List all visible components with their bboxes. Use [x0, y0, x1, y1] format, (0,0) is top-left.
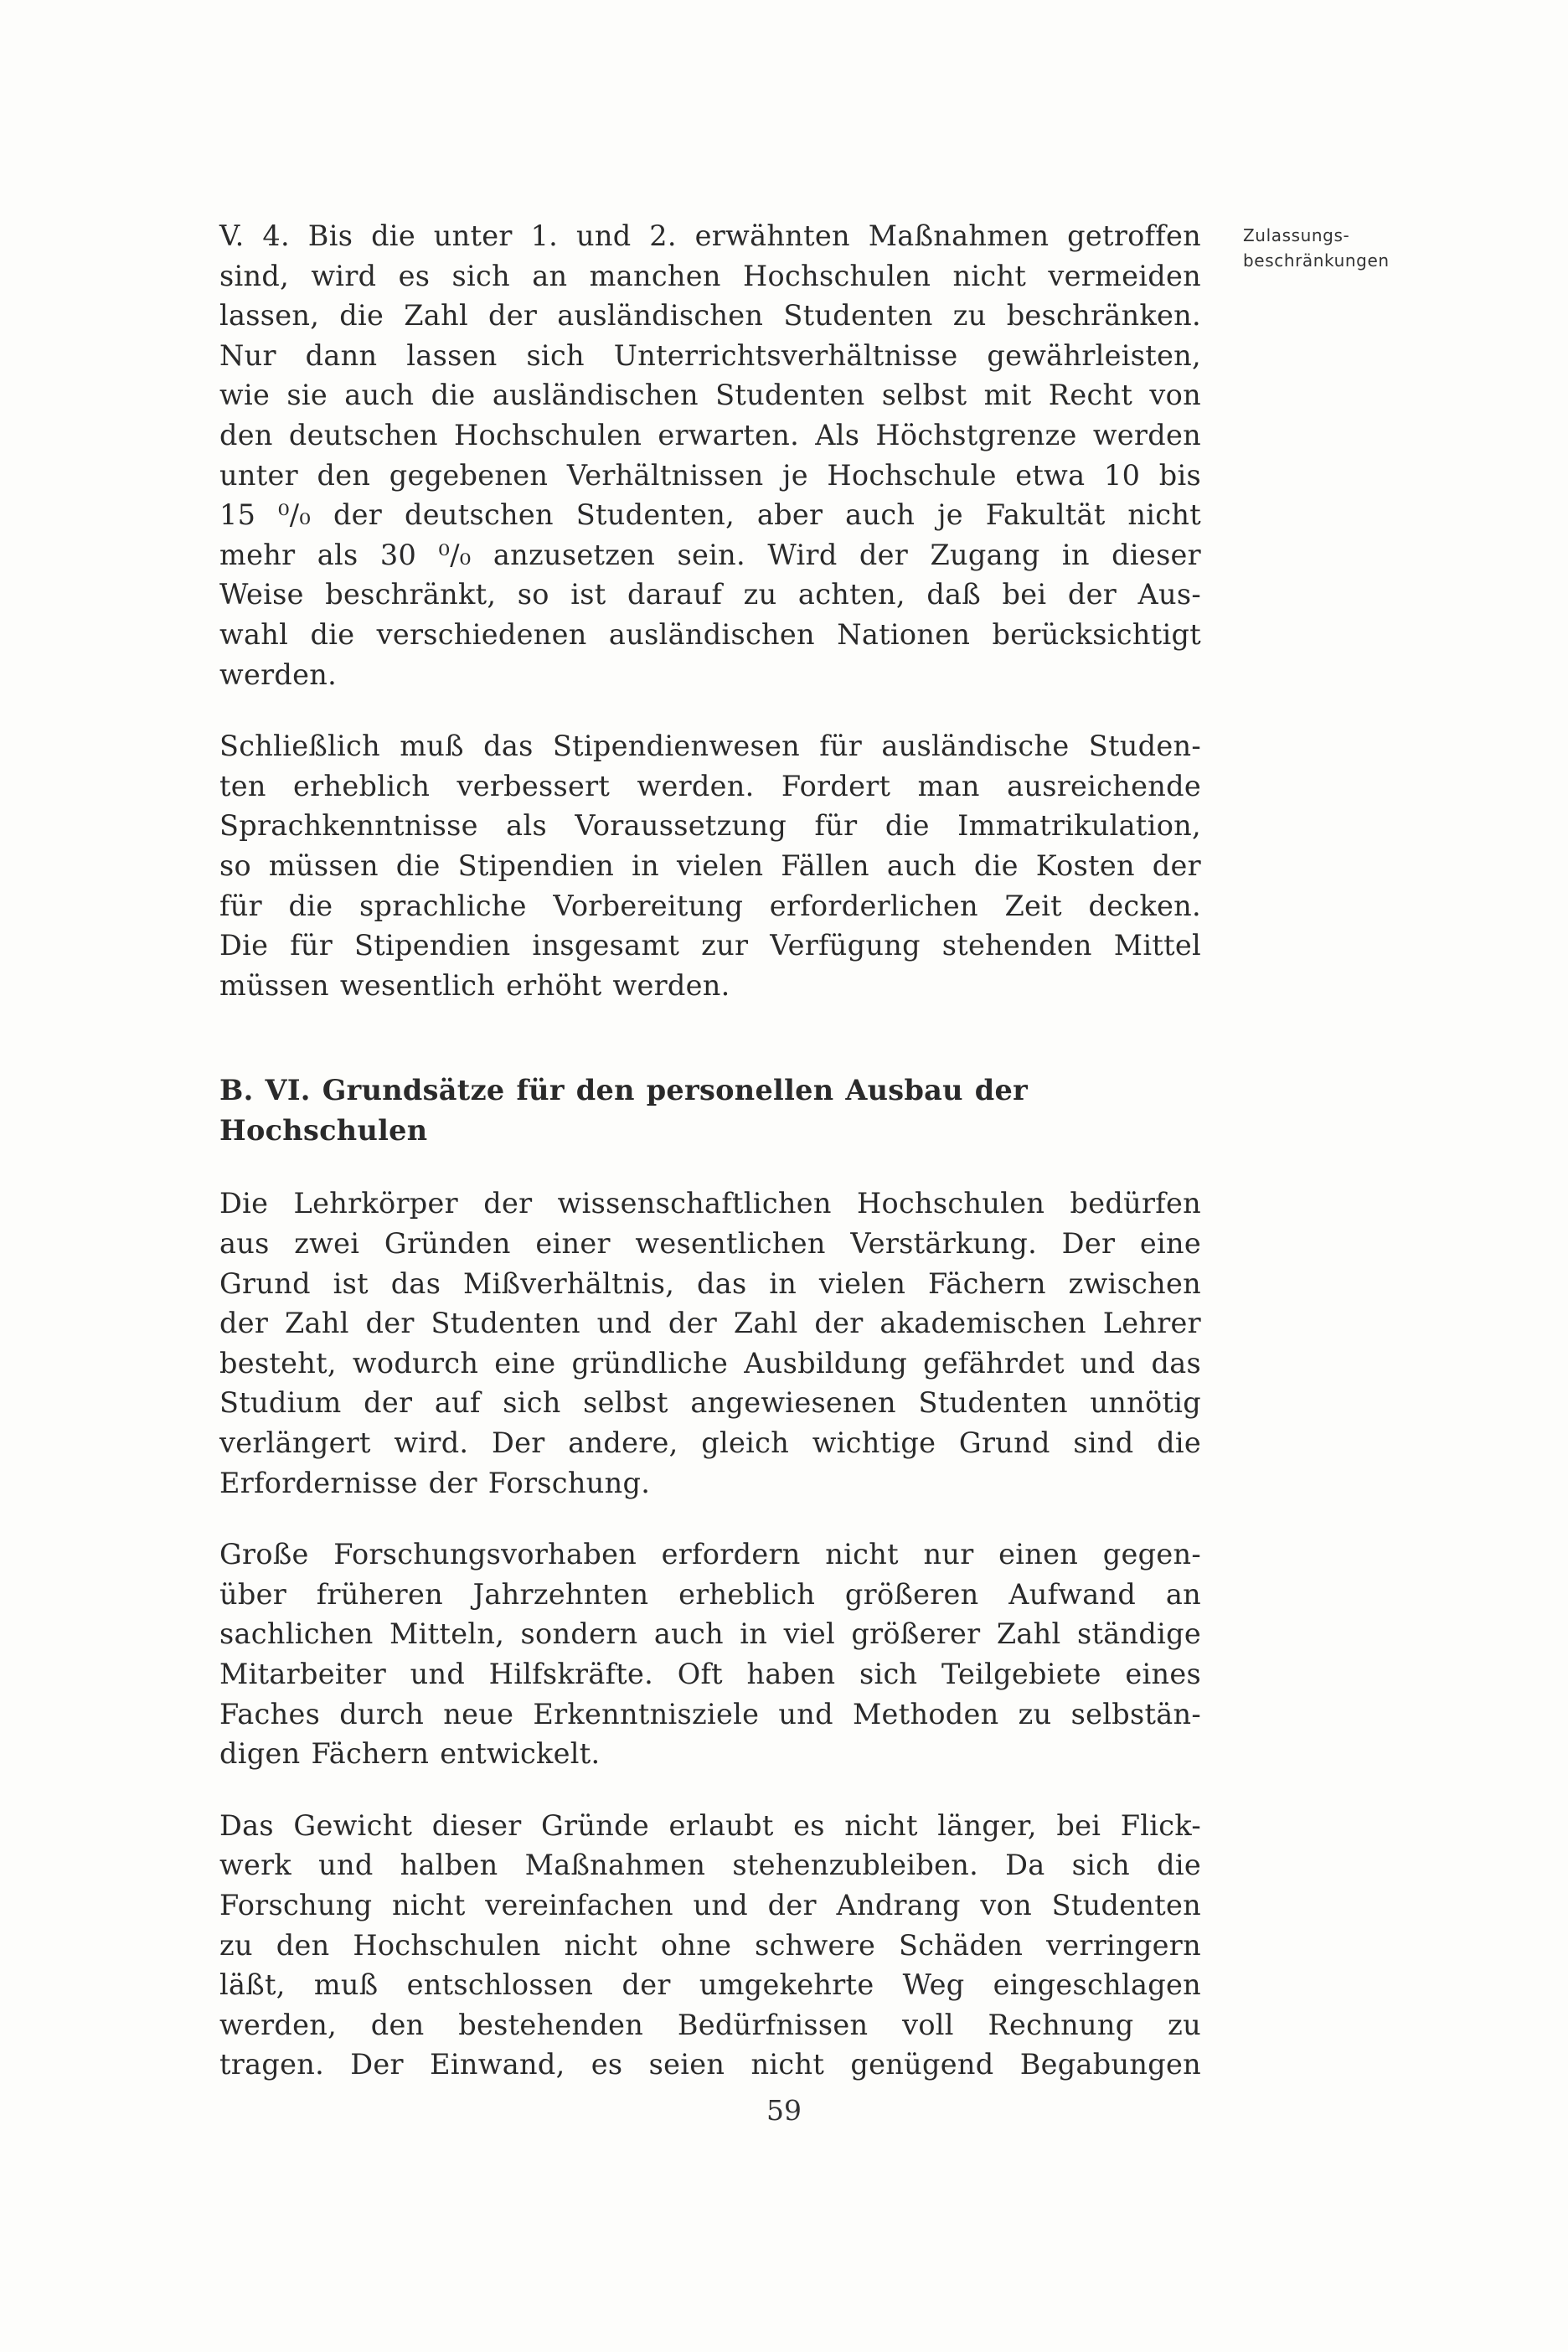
text-line: Faches durch neue Erkenntnisziele und Methoden zu selbstän-: [219, 1697, 1201, 1730]
text-line: werden, den bestehenden Bedürfnissen voll Rechnung zu: [219, 2008, 1201, 2041]
text-line: Weise beschränkt, so ist darauf zu achten, daß bei der Aus-: [219, 578, 1201, 611]
text-line: werden.: [219, 658, 338, 691]
text-line: Sprachkenntnisse als Voraussetzung für die Immatrikulation,: [219, 809, 1201, 843]
text-line: Grund ist das Mißverhältnis, das in vielen Fächern zwischen: [219, 1266, 1201, 1300]
text-line: Nur dann lassen sich Unterrichtsverhältnisse gewährleisten,: [219, 338, 1201, 372]
paragraph-lehrkoerper: [219, 1184, 1201, 1503]
text-line: digen Fächern entwickelt.: [219, 1737, 601, 1771]
text-line: den deutschen Hochschulen erwarten. Als Höchstgrenze werden: [219, 418, 1201, 451]
text-line: Die Lehrkörper der wissenschaftlichen Hochschulen bedürfen: [219, 1187, 1201, 1220]
text-line: sachlichen Mitteln, sondern auch in viel größerer Zahl ständige: [219, 1617, 1201, 1651]
paragraph-gewicht: [219, 1806, 1201, 2085]
text-line: Studium der auf sich selbst angewiesenen Studenten unnötig: [219, 1386, 1201, 1420]
text-line: so müssen die Stipendien in vielen Fällen auch die Kosten der: [219, 848, 1201, 882]
text-line: Forschung nicht vereinfachen und der Andrang von Studenten: [219, 1888, 1201, 1921]
margin-note-line-1: Zulassungs-: [1243, 225, 1350, 245]
page-number: 59: [766, 2094, 802, 2127]
text-line: verlängert wird. Der andere, gleich wichtige Grund sind die: [219, 1426, 1201, 1460]
text-line: Mitarbeiter und Hilfskräfte. Oft haben sich Teilgebiete eines: [219, 1658, 1201, 1690]
text-line: sind, wird es sich an manchen Hochschulen nicht vermeiden: [219, 259, 1201, 292]
text-line: über früheren Jahrzehnten erheblich größeren Aufwand an: [219, 1577, 1201, 1611]
text-line: werk und halben Maßnahmen stehenzubleiben. Da sich die: [219, 1849, 1201, 1882]
margin-note-line-2: beschränkungen: [1243, 250, 1390, 271]
text-line: unter den gegebenen Verhältnissen je Hochschule etwa 10 bis: [219, 458, 1201, 492]
text-line: für die sprachliche Vorbereitung erforderlichen Zeit decken.: [219, 889, 1201, 922]
main-text: [219, 216, 1201, 2085]
text-line: ten erheblich verbessert werden. Fordert man ausreichende: [219, 769, 1201, 802]
section-heading-b6: B. VI. Grundsätze für den personellen Ausbau der Hochschulen: [219, 1074, 1029, 1147]
text-line: wahl die verschiedenen ausländischen Nationen berücksichtigt: [219, 617, 1201, 651]
text-line: Große Forschungsvorhaben erfordern nicht nur einen gegen-: [219, 1538, 1201, 1571]
text-line: wie sie auch die ausländischen Studenten selbst mit Recht von: [219, 379, 1201, 412]
text-line: Erfordernisse der Forschung.: [219, 1466, 651, 1499]
text-line: 15 ⁰/₀ der deutschen Studenten, aber auch je Fakultät nicht: [219, 498, 1201, 532]
text-line: aus zwei Gründen einer wesentlichen Verstärkung. Der eine: [219, 1227, 1201, 1261]
text-line: tragen. Der Einwand, es seien nicht genügend Begabungen: [219, 2048, 1201, 2081]
text-line: mehr als 30 ⁰/₀ anzusetzen sein. Wird der Zugang in dieser: [219, 538, 1201, 571]
text-line: zu den Hochschulen nicht ohne schwere Schäden verringern: [219, 1928, 1201, 1962]
text-line: der Zahl der Studenten und der Zahl der akademischen Lehrer: [219, 1307, 1201, 1340]
text-line: Die für Stipendien insgesamt zur Verfügung stehenden Mittel: [219, 929, 1201, 962]
margin-note: [1243, 223, 1444, 273]
text-line: läßt, muß entschlossen der umgekehrte Weg eingeschlagen: [219, 1968, 1201, 2002]
text-line: Das Gewicht dieser Gründe erlaubt es nicht länger, bei Flick-: [219, 1808, 1201, 1842]
text-line: müssen wesentlich erhöht werden.: [219, 968, 730, 1002]
paragraph-forschungsvorhaben: [219, 1534, 1201, 1774]
paragraph-v4-zulassung: [219, 216, 1201, 694]
text-line: lassen, die Zahl der ausländischen Studenten zu beschränken.: [219, 299, 1201, 333]
text-line: Schließlich muß das Stipendienwesen für ausländische Studen-: [219, 730, 1201, 763]
text-line: V. 4. Bis die unter 1. und 2. erwähnten Maßnahmen getroffen: [219, 219, 1201, 252]
paragraph-stipendien: [219, 726, 1201, 1005]
text-line: besteht, wodurch eine gründliche Ausbildung gefährdet und das: [219, 1346, 1201, 1380]
